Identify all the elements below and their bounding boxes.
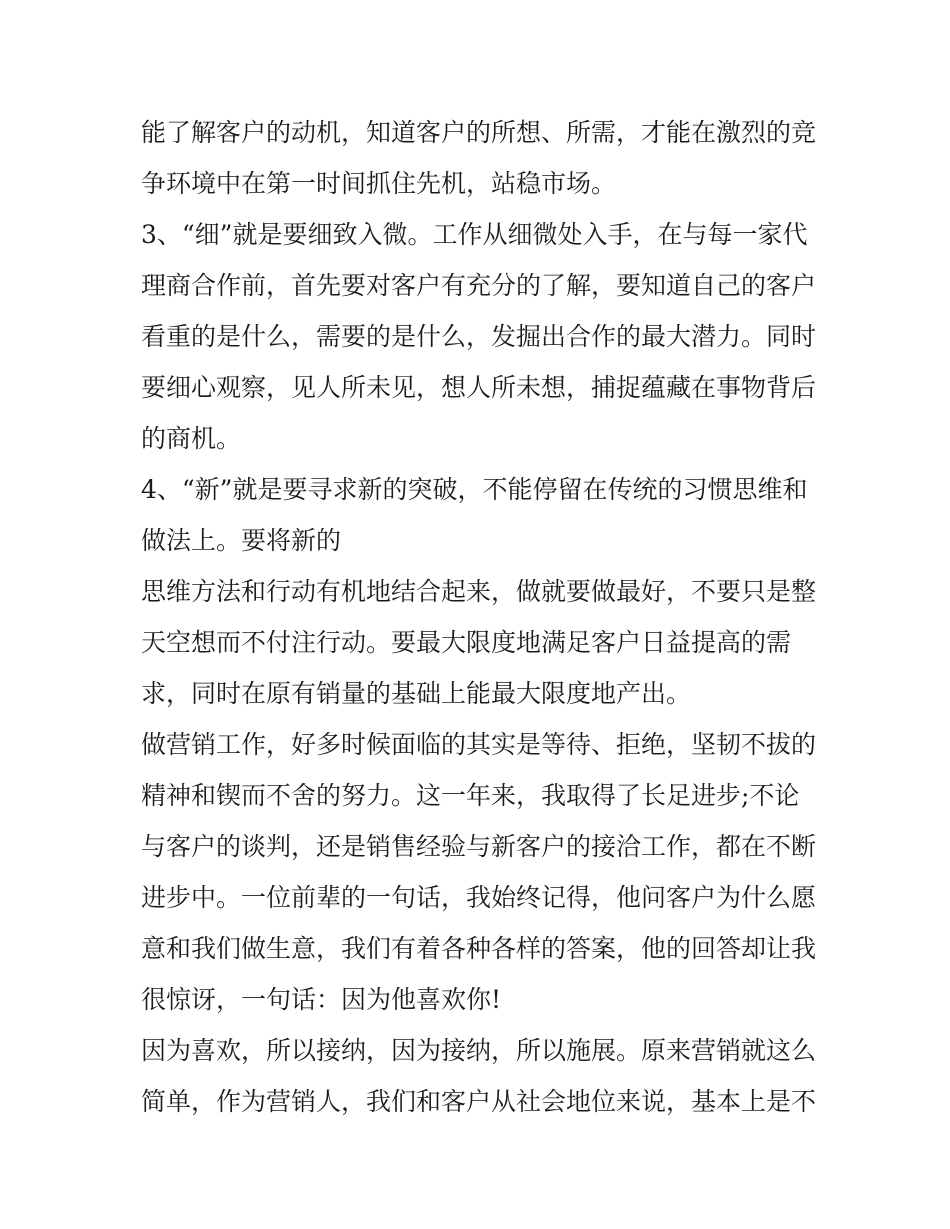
text-line: 做法上。要将新的 [141,526,342,555]
text-line: 的商机。 [141,424,242,453]
text-line: 看重的是什么，需要的是什么，发掘出合作的最大潜力。同时 [141,322,817,351]
text-line: 3、“细”就是要细致入微。工作从细微处入手，在与每一家代 [141,220,808,249]
text-line: 精神和锲而不舍的努力。这一年来，我取得了长足进步;不论 [141,781,800,810]
text-line: 争环境中在第一时间抓住先机，站稳市场。 [141,169,617,198]
text-line: 天空想而不付注行动。要最大限度地满足客户日益提高的需 [141,628,792,657]
text-line: 与客户的谈判，还是销售经验与新客户的接洽工作，都在不断 [141,832,817,861]
text-line: 求，同时在原有销量的基础上能最大限度地产出。 [141,679,692,708]
text-line: 因为喜欢，所以接纳，因为接纳，所以施展。原来营销就这么 [141,1036,817,1065]
text-line: 要细心观察，见人所未见，想人所未想，捕捉蕴藏在事物背后 [141,373,817,402]
text-line: 做营销工作，好多时候面临的其实是等待、拒绝，坚韧不拔的 [141,730,817,759]
text-line: 进步中。一位前辈的一句话，我始终记得，他问客户为什么愿 [141,883,817,912]
text-line: 4、“新”就是要寻求新的突破，不能停留在传统的习惯思维和 [141,475,808,504]
text-line: 能了解客户的动机，知道客户的所想、所需，才能在激烈的竞 [141,118,817,147]
text-line: 简单，作为营销人，我们和客户从社会地位来说，基本上是不 [141,1087,817,1116]
text-line: 思维方法和行动有机地结合起来，做就要做最好，不要只是整 [141,577,817,606]
text-line: 很惊讶，一句话：因为他喜欢你! [141,985,502,1014]
text-line: 意和我们做生意，我们有着各种各样的答案，他的回答却让我 [141,934,817,963]
text-line: 理商合作前，首先要对客户有充分的了解，要知道自己的客户 [141,271,817,300]
body-text [141,107,821,1127]
